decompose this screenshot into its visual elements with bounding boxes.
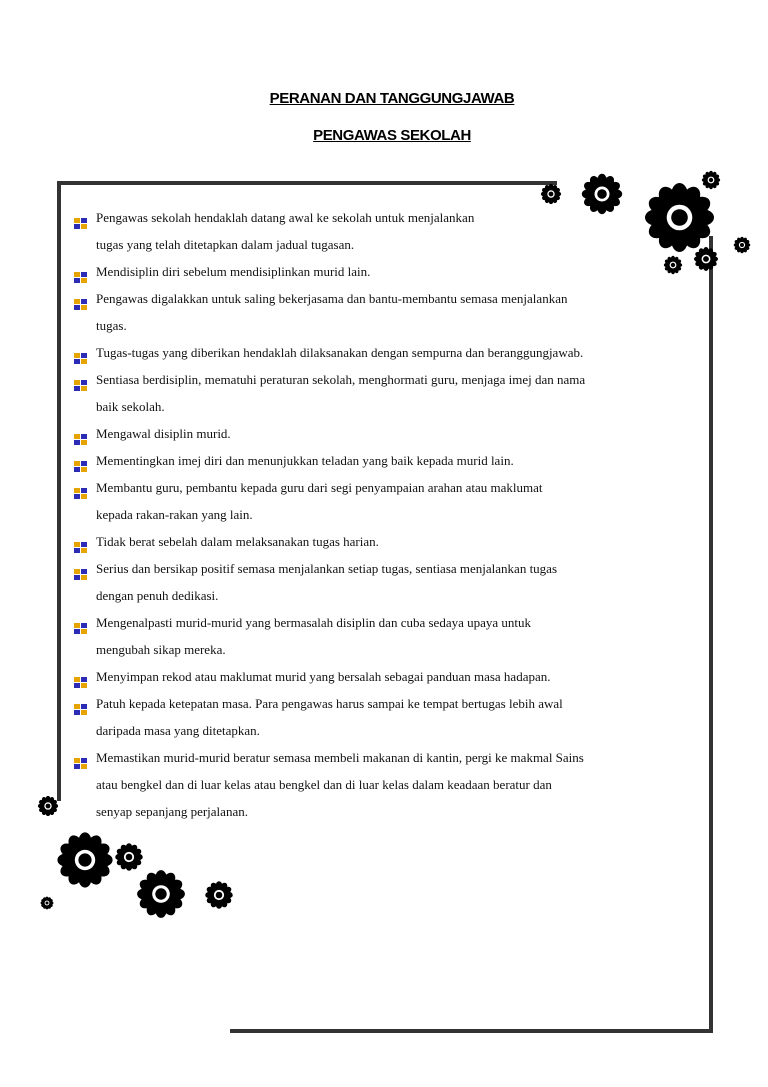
bullet-icon bbox=[74, 536, 88, 548]
list-item-text: Mengawal disiplin murid. bbox=[96, 426, 231, 441]
border-left bbox=[57, 181, 61, 801]
duty-list bbox=[74, 204, 704, 825]
list-item-text: Mengenalpasti murid-murid yang bermasalah disiplin dan cuba sedaya upaya untuk bbox=[96, 615, 532, 630]
flower-icon bbox=[40, 896, 54, 915]
border-bottom bbox=[230, 1029, 713, 1033]
list-item-text: Patuh kepada ketepatan masa. Para pengawas harus sampai ke tempat bertugas lebih awal bbox=[96, 696, 563, 711]
page-title: PERANAN DAN TANGGUNGJAWAB bbox=[269, 90, 515, 107]
list-item bbox=[74, 258, 704, 285]
bullet-icon bbox=[74, 455, 88, 467]
bullet-icon bbox=[74, 698, 88, 710]
border-top bbox=[57, 181, 557, 185]
list-item-text: Tugas-tugas yang diberikan hendaklah dilaksanakan dengan sempurna dan beranggungjawab. bbox=[96, 345, 584, 360]
list-item-text: senyap sepanjang perjalanan. bbox=[96, 804, 248, 819]
bullet-icon bbox=[74, 347, 88, 359]
bullet-icon bbox=[74, 671, 88, 683]
flower-icon bbox=[693, 246, 719, 277]
bullet-icon bbox=[74, 482, 88, 494]
list-item bbox=[74, 555, 704, 609]
list-item-text: Mementingkan imej diri dan menunjukkan teladan yang baik kepada murid lain. bbox=[96, 453, 514, 468]
list-item bbox=[74, 609, 704, 663]
list-item bbox=[74, 339, 704, 366]
bullet-icon bbox=[74, 617, 88, 629]
flower-icon bbox=[733, 236, 751, 259]
list-item bbox=[74, 690, 704, 744]
flower-icon bbox=[204, 880, 234, 915]
bullet-icon bbox=[74, 563, 88, 575]
list-item bbox=[74, 528, 704, 555]
list-item bbox=[74, 366, 704, 420]
list-item-text: Pengawas sekolah hendaklah datang awal ke sekolah untuk menjalankan bbox=[96, 210, 475, 225]
list-item-text: dengan penuh dedikasi. bbox=[96, 588, 219, 603]
list-item-text: mengubah sikap mereka. bbox=[96, 642, 226, 657]
list-item bbox=[74, 744, 704, 825]
bullet-icon bbox=[74, 266, 88, 278]
list-item-text: Serius dan bersikap positif semasa menjalankan setiap tugas, sentiasa menjalankan tugas bbox=[96, 561, 558, 576]
list-item-text: Memastikan murid-murid beratur semasa membeli makanan di kantin, pergi ke makmal Sains bbox=[96, 750, 584, 765]
list-item-text: daripada masa yang ditetapkan. bbox=[96, 723, 260, 738]
list-item bbox=[74, 474, 704, 528]
flower-icon bbox=[701, 170, 721, 195]
list-item-text: atau bengkel dan di luar kelas atau bengkel dan di luar kelas dalam keadaan beratur dan bbox=[96, 777, 552, 792]
bullet-icon bbox=[74, 374, 88, 386]
flower-icon bbox=[663, 255, 683, 280]
list-item-text: Sentiasa berdisiplin, mematuhi peraturan sekolah, menghormati guru, menjaga imej dan nama bbox=[96, 372, 586, 387]
bullet-icon bbox=[74, 752, 88, 764]
flower-icon bbox=[55, 830, 115, 895]
list-item-text: tugas. bbox=[96, 318, 127, 333]
list-item-text: baik sekolah. bbox=[96, 399, 165, 414]
list-item-text: Membantu guru, pembantu kepada guru dari segi penyampaian arahan atau maklumat bbox=[96, 480, 543, 495]
list-item-text: Mendisiplin diri sebelum mendisiplinkan murid lain. bbox=[96, 264, 371, 279]
list-item-text: tugas yang telah ditetapkan dalam jadual tugasan. bbox=[96, 237, 355, 252]
list-item-text: kepada rakan-rakan yang lain. bbox=[96, 507, 253, 522]
bullet-icon bbox=[74, 212, 88, 224]
list-item-text: Pengawas digalakkan untuk saling bekerjasama dan bantu-membantu semasa menjalankan bbox=[96, 291, 568, 306]
list-item-text: Menyimpan rekod atau maklumat murid yang bersalah sebagai panduan masa hadapan. bbox=[96, 669, 551, 684]
list-item bbox=[74, 420, 704, 447]
border-right bbox=[709, 236, 713, 1031]
page-subtitle: PENGAWAS SEKOLAH bbox=[313, 127, 471, 144]
list-item bbox=[74, 447, 704, 474]
list-item-text: Tidak berat sebelah dalam melaksanakan tugas harian. bbox=[96, 534, 379, 549]
flower-icon bbox=[135, 868, 187, 925]
flower-icon bbox=[580, 172, 624, 221]
flower-icon bbox=[540, 183, 562, 210]
bullet-icon bbox=[74, 428, 88, 440]
list-item bbox=[74, 663, 704, 690]
flower-icon bbox=[37, 795, 59, 822]
bullet-icon bbox=[74, 293, 88, 305]
list-item bbox=[74, 285, 704, 339]
